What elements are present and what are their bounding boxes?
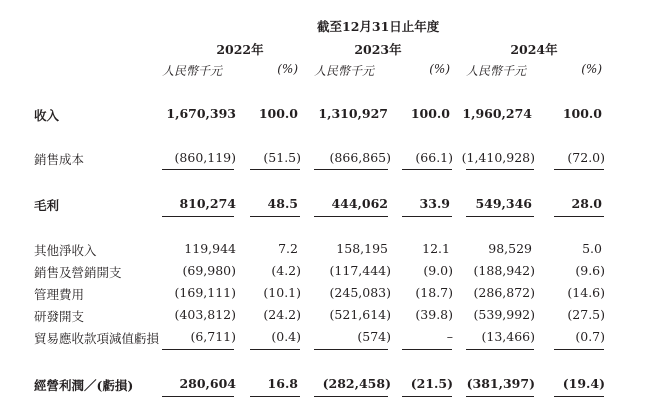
cell-op-2022-pct: 16.8 [267, 376, 298, 391]
year-2023: 2023年 [354, 42, 402, 57]
divider [250, 396, 300, 397]
row-label-gross-profit: 毛利 [34, 198, 60, 213]
row-label-other-income: 其他淨收入 [34, 243, 97, 258]
cell-se-2023-amount: (117,444) [329, 263, 391, 278]
cell-oi-2023-pct: 12.1 [422, 241, 450, 256]
divider [466, 396, 534, 397]
unit-label-2023: 人民幣千元 [314, 64, 375, 78]
cell-rd-2022-amount: (403,812) [174, 307, 236, 322]
cell-se-2024-amount: (188,942) [473, 263, 535, 278]
cell-il-2024-amount: (13,466) [481, 329, 535, 344]
year-2022: 2022年 [216, 42, 264, 57]
cell-ae-2023-pct: (18.7) [415, 285, 453, 300]
divider [554, 169, 604, 170]
cell-il-2022-amount: (6,711) [190, 329, 236, 344]
divider [554, 216, 604, 217]
cell-revenue-2023-amount: 1,310,927 [318, 106, 388, 121]
row-label-rd-expenses: 研發開支 [34, 309, 85, 324]
pct-label-2024: (%) [581, 62, 602, 76]
cell-il-2022-pct: (0.4) [271, 329, 301, 344]
divider [162, 396, 234, 397]
period-heading: 截至12月31日止年度 [317, 19, 440, 34]
cell-gp-2023-pct: 33.9 [419, 196, 450, 211]
cell-op-2022-amount: 280,604 [179, 376, 236, 391]
cell-ae-2022-amount: (169,111) [174, 285, 236, 300]
year-2024: 2024年 [510, 42, 558, 57]
divider [402, 216, 452, 217]
divider [402, 169, 452, 170]
cell-ae-2024-amount: (286,872) [473, 285, 535, 300]
cell-cost-2023-pct: (66.1) [415, 150, 453, 165]
cell-rd-2022-pct: (24.2) [263, 307, 301, 322]
divider [466, 216, 534, 217]
cell-gp-2024-pct: 28.0 [571, 196, 602, 211]
cell-oi-2022-amount: 119,944 [184, 241, 236, 256]
cell-revenue-2022-pct: 100.0 [258, 106, 298, 121]
cell-gp-2023-amount: 444,062 [331, 196, 388, 211]
cell-op-2024-amount: (381,397) [466, 376, 535, 391]
cell-oi-2024-amount: 98,529 [488, 241, 532, 256]
row-label-impairment-loss: 貿易應收款項減值虧損 [34, 331, 160, 346]
divider [250, 169, 300, 170]
unit-label-2022: 人民幣千元 [162, 64, 223, 78]
divider [554, 349, 604, 350]
cell-gp-2024-amount: 549,346 [475, 196, 532, 211]
divider [466, 349, 534, 350]
cell-cost-2022-pct: (51.5) [263, 150, 301, 165]
cell-cost-2024-pct: (72.0) [567, 150, 605, 165]
cell-revenue-2023-pct: 100.0 [410, 106, 450, 121]
divider [314, 169, 388, 170]
cell-ae-2023-amount: (245,083) [329, 285, 391, 300]
divider [162, 216, 234, 217]
cell-op-2024-pct: (19.4) [562, 376, 605, 391]
row-label-cost-of-sales: 銷售成本 [34, 152, 85, 167]
cell-op-2023-amount: (282,458) [322, 376, 391, 391]
cell-cost-2024-amount: (1,410,928) [461, 150, 535, 165]
divider [162, 169, 234, 170]
divider [314, 349, 388, 350]
cell-il-2024-pct: (0.7) [575, 329, 605, 344]
cell-se-2024-pct: (9.6) [575, 263, 605, 278]
cell-se-2023-pct: (9.0) [423, 263, 453, 278]
divider [250, 349, 300, 350]
cell-se-2022-pct: (4.2) [271, 263, 301, 278]
cell-cost-2023-amount: (866,865) [329, 150, 391, 165]
cell-il-2023-amount: (574) [357, 329, 391, 344]
cell-oi-2024-pct: 5.0 [582, 241, 602, 256]
cell-se-2022-amount: (69,980) [182, 263, 236, 278]
divider [402, 396, 452, 397]
cell-revenue-2024-pct: 100.0 [562, 106, 602, 121]
cell-rd-2024-amount: (539,992) [473, 307, 535, 322]
divider [402, 349, 452, 350]
divider [162, 349, 234, 350]
row-label-operating-profit: 經營利潤／(虧損) [34, 378, 134, 393]
row-label-admin-expenses: 管理費用 [34, 287, 85, 302]
cell-oi-2023-amount: 158,195 [336, 241, 388, 256]
cell-cost-2022-amount: (860,119) [174, 150, 236, 165]
cell-rd-2023-pct: (39.8) [415, 307, 453, 322]
cell-rd-2023-amount: (521,614) [329, 307, 391, 322]
cell-ae-2022-pct: (10.1) [263, 285, 301, 300]
cell-rd-2024-pct: (27.5) [567, 307, 605, 322]
row-label-selling-expenses: 銷售及營銷開支 [34, 265, 122, 280]
row-label-revenue: 收入 [34, 108, 60, 123]
unit-label-2024: 人民幣千元 [466, 64, 527, 78]
cell-oi-2022-pct: 7.2 [278, 241, 298, 256]
pct-label-2022: (%) [277, 62, 298, 76]
divider [466, 169, 534, 170]
pct-label-2023: (%) [429, 62, 450, 76]
cell-revenue-2024-amount: 1,960,274 [462, 106, 532, 121]
divider [314, 396, 388, 397]
divider [554, 396, 604, 397]
cell-op-2023-pct: (21.5) [410, 376, 453, 391]
cell-gp-2022-pct: 48.5 [267, 196, 298, 211]
divider [250, 216, 300, 217]
cell-ae-2024-pct: (14.6) [567, 285, 605, 300]
cell-il-2023-pct: – [446, 329, 453, 344]
cell-gp-2022-amount: 810,274 [179, 196, 236, 211]
cell-revenue-2022-amount: 1,670,393 [166, 106, 236, 121]
divider [314, 216, 388, 217]
